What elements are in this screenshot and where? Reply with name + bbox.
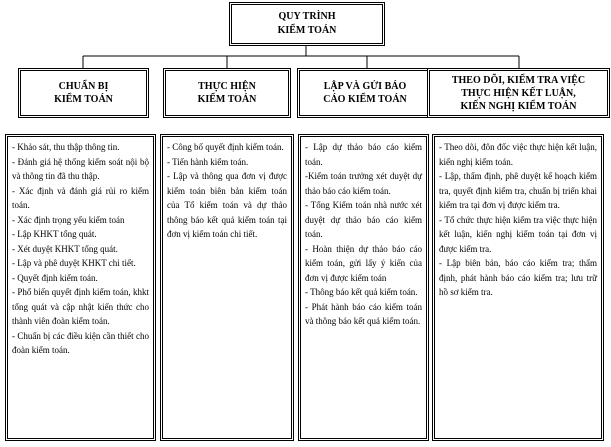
list-chuan-bi — [5, 134, 156, 441]
heading-line: CÁO KIỂM TOÁN — [323, 94, 407, 105]
list-item: - Lập và thông qua đơn vị được kiểm toán biên bản kiểm toán của Tổ kiểm toán và dự thảo thông báo kết quả kiểm toán tại đơn vị kiểm toán chi tiết. — [167, 171, 287, 239]
heading-lap-va-gui — [297, 68, 433, 118]
heading-line: THỰC HIỆN KẾT LUẬN, — [461, 87, 576, 99]
list-item: - Xác định và đánh giá rủi ro kiểm toán. — [12, 185, 149, 210]
list-item: - Khảo sát, thu thập thông tin. — [12, 142, 120, 152]
list-theo-doi — [432, 134, 604, 441]
list-item: - Lập biên bản, báo cáo kiểm tra; thẩm định, phát hành báo cáo kiểm tra; lưu trữ hồ sơ kiểm tra. — [439, 258, 597, 297]
list-item: - Công bố quyết định kiểm toán. — [167, 142, 284, 152]
heading-line: CHUẨN BỊ — [58, 81, 109, 92]
list-item: - Lập KHKT tổng quát. — [12, 229, 97, 239]
list-item: - Tổng Kiểm toán nhà nước xét duyệt dự thảo báo cáo kiểm toán. — [305, 200, 422, 239]
list-item: - Xét duyệt KHKT tổng quát. — [12, 243, 118, 254]
heading-line: THEO DÕI, KIỂM TRA VIỆC — [451, 74, 586, 86]
list-item: - Hoàn thiện dự thảo báo cáo kiểm toán, gửi lấy ý kiến của đơn vị được kiểm toán — [305, 243, 422, 283]
list-item: - Theo dõi, đôn đốc việc thực hiện kết luận, kiến nghị kiểm toán. — [439, 142, 597, 167]
heading-thuc-hien — [163, 68, 291, 118]
title-line-2: KIỂM TOÁN — [277, 25, 337, 36]
diagram-title — [229, 2, 385, 46]
list-item: - Phổ biến quyết định kiểm toán, khkt tổng quát và cập nhật kiến thức cho thành viên đoàn kiểm toán. — [12, 287, 149, 326]
list-item: - Đánh giá hệ thống kiểm soát nội bộ và thông tin đã thu thập. — [12, 156, 149, 181]
list-item: - Lập dự thảo báo cáo kiểm toán. — [305, 142, 422, 167]
heading-line: LẬP VÀ GỬI BÁO — [323, 81, 407, 92]
title-line-1: QUY TRÌNH — [278, 11, 336, 22]
heading-theo-doi — [427, 68, 610, 118]
list-item: - Thông báo kết quả kiểm toán. — [305, 287, 418, 297]
list-item: - Quyết định kiểm toán. — [12, 272, 98, 283]
list-item: - Tiến hành kiểm toán. — [167, 156, 249, 167]
list-item: - Lập và phê duyệt KHKT chi tiết. — [12, 258, 136, 268]
heading-line: KIỂM TOÁN — [54, 94, 113, 105]
list-thuc-hien — [160, 134, 294, 441]
heading-line: THỰC HIỆN — [198, 81, 256, 92]
list-item: - Lập, thẩm định, phê duyệt kế hoạch kiểm tra, quyết định kiểm tra, chuẩn bị triển khai kiểm tra tại đơn vị được kiểm tra. — [439, 171, 597, 210]
heading-chuan-bi — [18, 68, 149, 118]
list-item: - Chuẩn bị các điều kiện cần thiết cho đoàn kiểm toán. — [12, 330, 149, 355]
list-item: - Xác định trọng yếu kiểm toán — [12, 214, 125, 225]
list-item: - Phát hành báo cáo kiểm toán và thông báo kết quả kiểm toán. — [305, 301, 422, 326]
heading-line: KIỂM TOÁN — [197, 94, 257, 105]
list-item: - Tổ chức thực hiện kiểm tra việc thực hiện kết luận, kiến nghị kiểm toán tại đơn vị được kiểm tra. — [439, 214, 597, 254]
list-item: -Kiểm toán trưởng xét duyệt dự thảo báo cáo kiểm toán. — [305, 171, 422, 196]
list-lap-va-gui — [298, 134, 429, 441]
heading-line: KIẾN NGHỊ KIỂM TOÁN — [460, 100, 577, 112]
